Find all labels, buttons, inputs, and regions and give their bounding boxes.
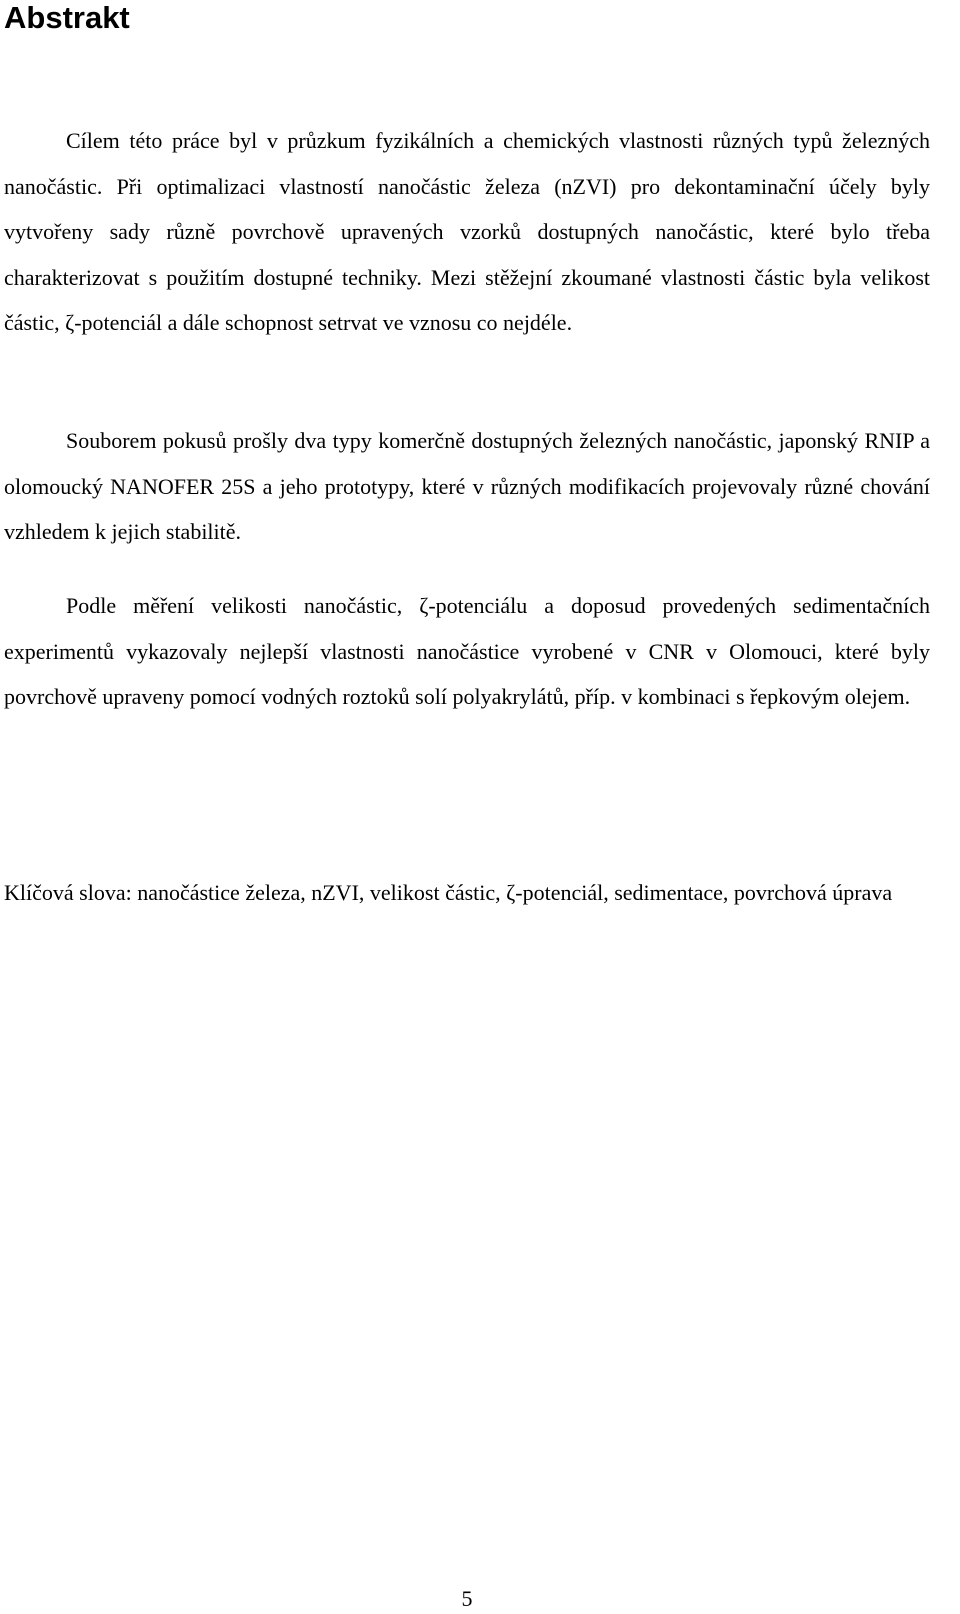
page-number: 5 bbox=[461, 1586, 473, 1611]
abstract-paragraph-2: Souborem pokusů prošly dva typy komerčně dostupných železných nanočástic, japonský RNIP a olomoucký NANOFER 25S a jeho prototypy, které v různých modifikacích projevovaly různé chování vzhledem k jejich stabilitě. bbox=[4, 428, 930, 545]
keywords-text: nanočástice železa, nZVI, velikost částic, ζ-potenciál, sedimentace, povrchová úprava bbox=[137, 880, 893, 905]
keywords-label: Klíčová slova: bbox=[4, 880, 132, 905]
abstract-paragraph-3: Podle měření velikosti nanočástic, ζ-potenciálu a doposud provedených sedimentačních experimentů vykazovaly nejlepší vlastnosti nanočástice vyrobené v CNR v Olomouci, které byly povrchově upraveny pomocí vodných roztoků solí polyakrylátů, příp. v kombinaci s řepkovým olejem. bbox=[4, 593, 930, 710]
abstract-paragraph-1: Cílem této práce byl v průzkum fyzikálních a chemických vlastnosti různých typů železných nanočástic. Při optimalizaci vlastností nanočástic železa (nZVI) pro dekontaminační účely byly vytvořeny sady různě povrchově upravených vzorků dostupných nanočástic, které bylo třeba charakterizovat s použitím dostupné techniky. Mezi stěžejní zkoumané vlastnosti částic byla velikost částic, ζ-potenciál a dále schopnost setrvat ve vznosu co nejdéle. bbox=[4, 128, 930, 336]
page-title: Abstrakt bbox=[4, 0, 130, 35]
keywords-block bbox=[4, 870, 930, 916]
